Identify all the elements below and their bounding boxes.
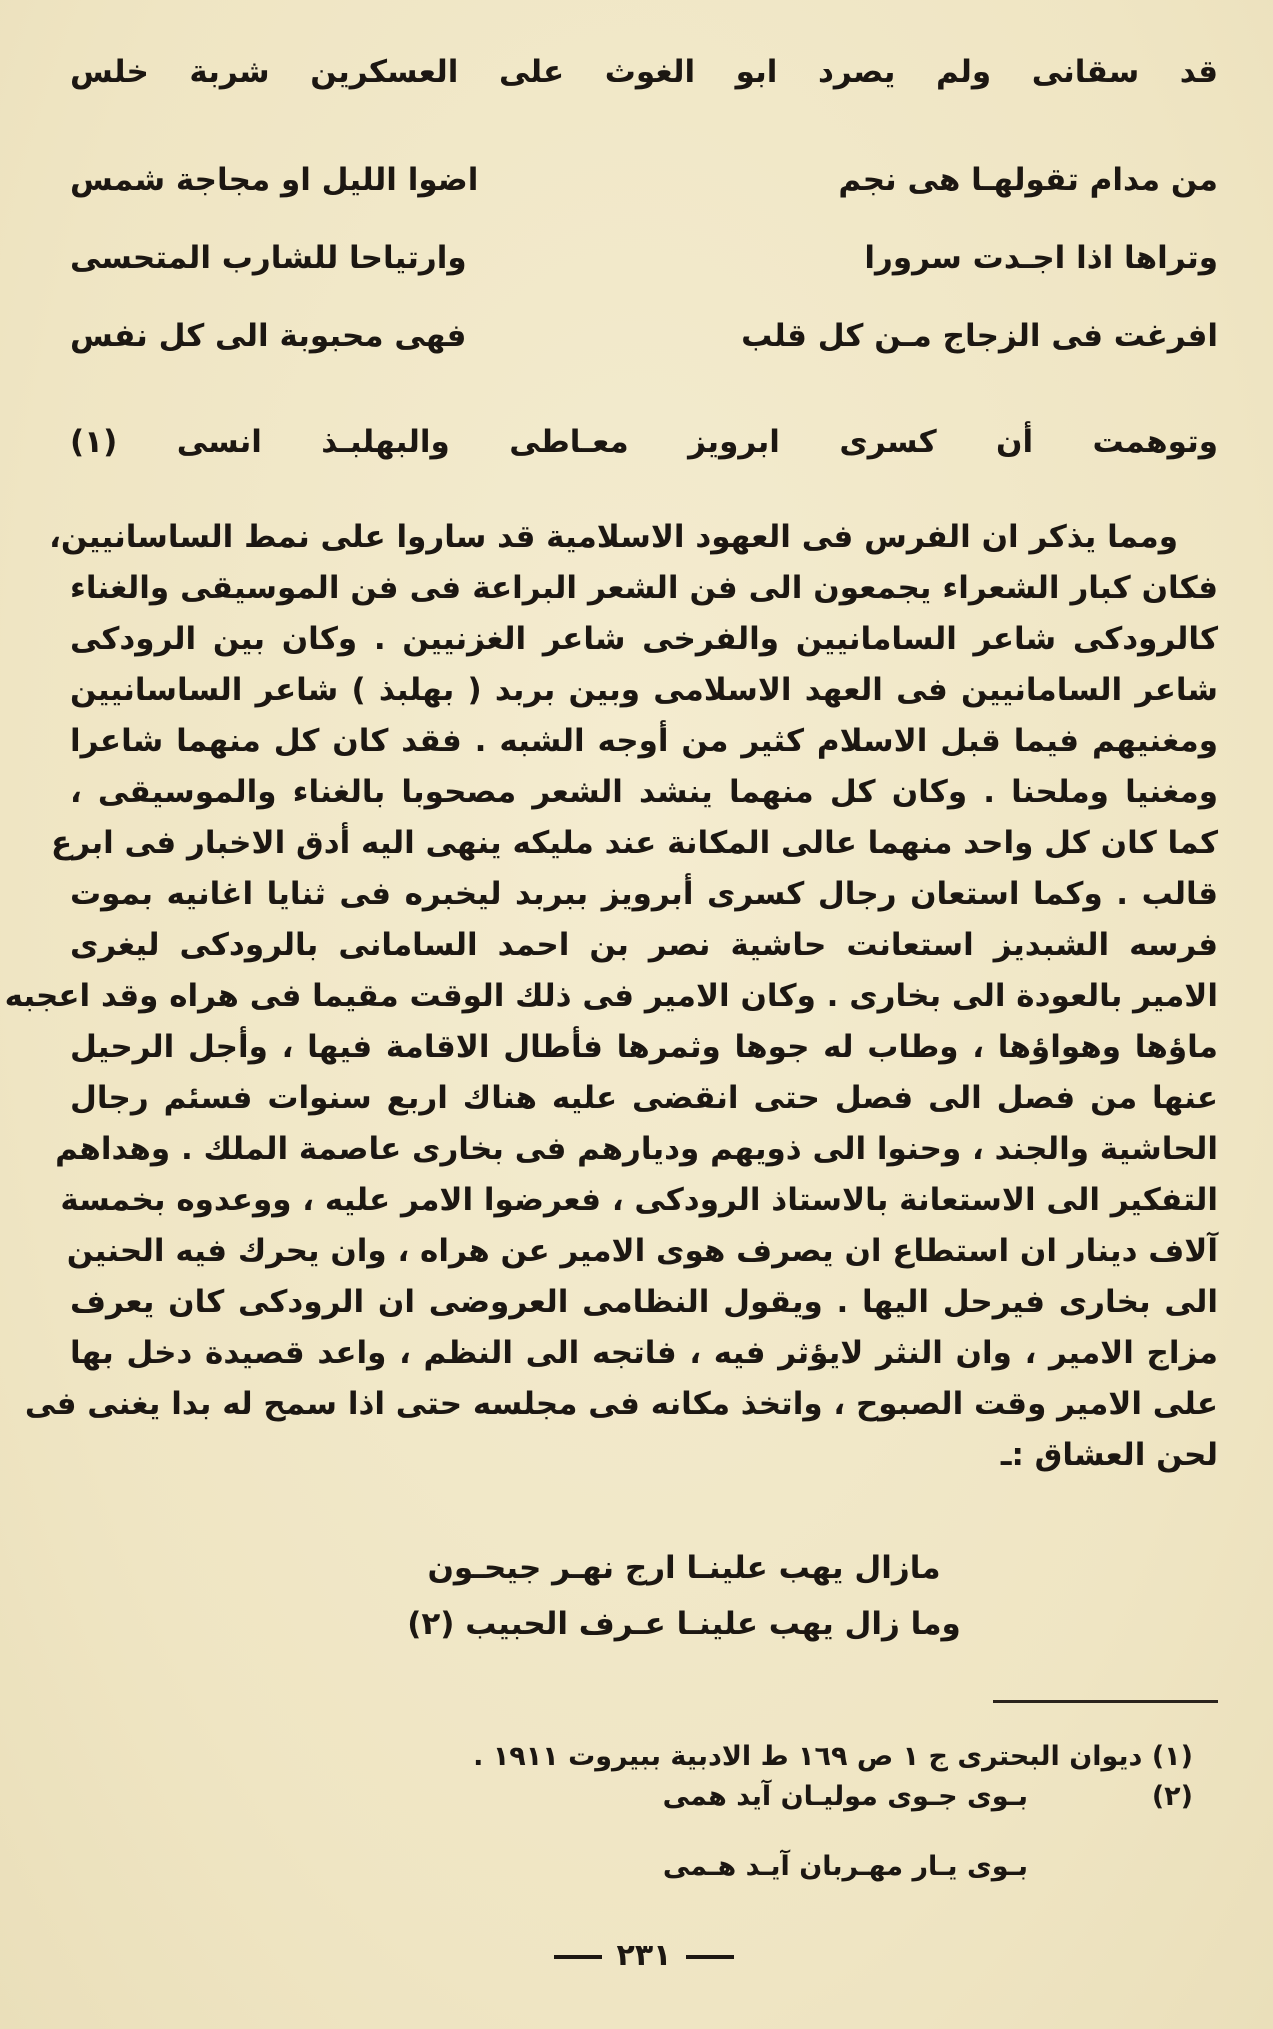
paragraph-line: كالرودكى شاعر السامانيين والفرخى شاعر الغزنيين . وكان بين الرودكى (70, 621, 1218, 657)
footnote-separator (993, 1700, 1218, 1703)
paragraph-line: ومما يذكر ان الفرس فى العهود الاسلامية قد ساروا على نمط الساسانيين، (49, 519, 1178, 555)
footnote-2-marker: (٢) (1151, 1781, 1193, 1812)
paragraph-line: لحن العشاق :ـ (1000, 1437, 1218, 1473)
paragraph-line: مزاج الامير ، وان النثر لايؤثر فيه ، فاتجه الى النظم ، واعد قصيدة دخل بها (70, 1335, 1218, 1371)
paragraph-line: آلاف دينار ان استطاع ان يصرف هوى الامير عن هراه ، وان يحرك فيه الحنين (66, 1233, 1218, 1269)
verse-line-4 (70, 318, 1218, 366)
dash-right (686, 1955, 734, 1959)
paragraph-line: ماؤها وهواؤها ، وطاب له جوها وثمرها فأطال الاقامة فيها ، وأجل الرحيل (70, 1029, 1218, 1065)
verse-hemistich-left: فهى محبوبة الى كل نفس (70, 318, 467, 354)
paragraph-line: قالب . وكما استعان رجال كسرى أبرويز ببربد ليخبره فى ثنايا اغانيه بموت (70, 876, 1218, 912)
page-number-value: ٢٣١ (616, 1938, 672, 1973)
footnote-1 (473, 1738, 1193, 1776)
footnote-marker: (١) (1151, 1741, 1193, 1772)
paragraph-line: فكان كبار الشعراء يجمعون الى فن الشعر البراعة فى فن الموسيقى والغناء (70, 570, 1218, 606)
footnote-text: ديوان البحترى ج ١ ص ١٦٩ ط الادبية ببيروت ١٩١١ . (473, 1741, 1143, 1772)
paragraph-line: على الامير وقت الصبوح ، واتخذ مكانه فى مجلسه حتى اذا سمح له بدا يغنى فى (24, 1386, 1218, 1422)
paragraph-line: كما كان كل واحد منهما عالى المكانة عند مليكه ينهى اليه أدق الاخبار فى ابرع (51, 825, 1218, 861)
verse-hemistich-right: وتراها اذا اجـدت سرورا (864, 240, 1218, 276)
paragraph-line: شاعر السامانيين فى العهد الاسلامى وبين بربد ( بهلبذ ) شاعر الساسانيين (70, 672, 1218, 708)
page-number (70, 1938, 1218, 1973)
footnote-2-line-2: بـوى يـار مهـربان آيـد هـمى (662, 1851, 1028, 1882)
paragraph-line: ومغنيا وملحنا . وكان كل منهما ينشد الشعر مصحوبا بالغناء والموسيقى ، (70, 774, 1218, 810)
verse-line-3 (70, 240, 1218, 288)
footnote-2-line-1: بـوى جـوى موليـان آيد همى (662, 1781, 1028, 1812)
verse-line-1: قد سقانى ولم يصرد ابو الغوث على العسكرين شربة خلس (70, 54, 1218, 90)
song-verse-line: مازال يهب علينـا ارج نهـر جيحـون (427, 1550, 941, 1586)
paragraph-line: التفكير الى الاستعانة بالاستاذ الرودكى ، فعرضوا الامر عليه ، ووعدوه بخمسة (60, 1182, 1218, 1218)
verse-hemistich-left: اضوا الليل او مجاجة شمس (70, 162, 479, 198)
song-verse-line: وما زال يهب علينـا عـرف الحبيب (٢) (407, 1606, 961, 1642)
verse-line-5: وتوهمت أن كسرى ابرويز معـاطى والبهلبـذ انسى (١) (70, 424, 1218, 460)
dash-left (554, 1955, 602, 1959)
verse-line-2 (70, 162, 1218, 210)
paragraph-line: ومغنيهم فيما قبل الاسلام كثير من أوجه الشبه . فقد كان كل منهما شاعرا (70, 723, 1218, 759)
paragraph-line: الى بخارى فيرحل اليها . ويقول النظامى العروضى ان الرودكى كان يعرف (70, 1284, 1218, 1320)
verse-hemistich-right: افرغت فى الزجاج مـن كل قلب (741, 318, 1218, 354)
verse-hemistich-right: من مدام تقولهـا هى نجم (838, 162, 1218, 198)
paragraph-line: عنها من فصل الى فصل حتى انقضى عليه هناك اربع سنوات فسئم رجال (70, 1080, 1218, 1116)
paragraph-line: فرسه الشبديز استعانت حاشية نصر بن احمد السامانى بالرودكى ليغرى (70, 927, 1218, 963)
paragraph-line: الامير بالعودة الى بخارى . وكان الامير فى ذلك الوقت مقيما فى هراه وقد اعجبه (4, 978, 1218, 1014)
book-page (4, 0, 1218, 2029)
paragraph-line: الحاشية والجند ، وحنوا الى ذويهم وديارهم فى بخارى عاصمة الملك . وهداهم (55, 1131, 1218, 1167)
verse-hemistich-left: وارتياحا للشارب المتحسى (70, 240, 467, 276)
